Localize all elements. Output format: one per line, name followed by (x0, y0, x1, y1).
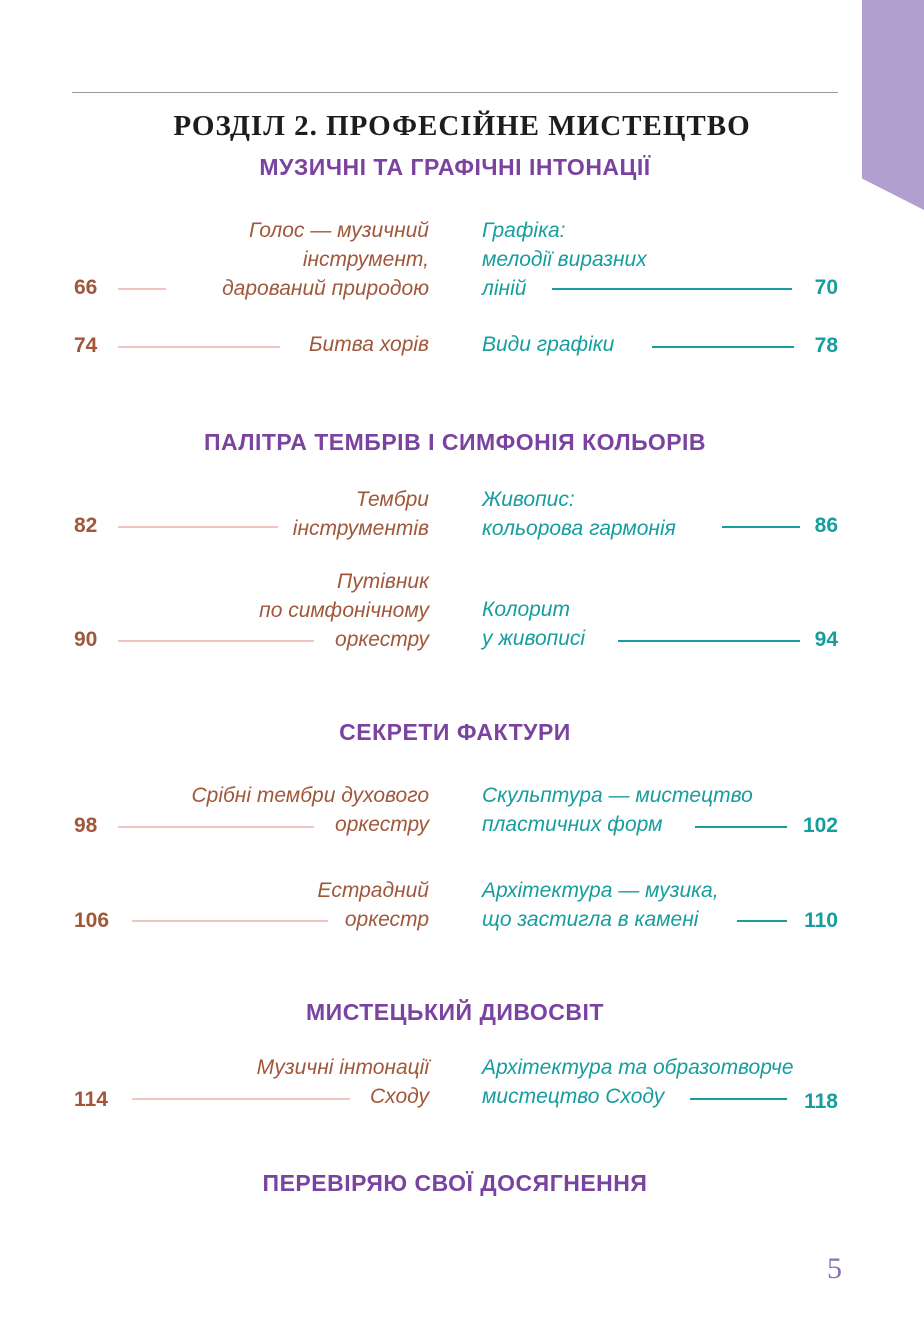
art-leader-line (737, 920, 787, 922)
art-topic-title[interactable]: Живопис: кольорова гармонія (482, 488, 676, 540)
music-page-number[interactable]: 90 (74, 628, 98, 651)
art-page-number[interactable]: 102 (802, 814, 838, 837)
page-number: 5 (827, 1252, 842, 1285)
art-topic-title[interactable]: Скульптура — мистецтво пластичних форм (482, 784, 753, 836)
art-page-number[interactable]: 78 (814, 334, 838, 357)
music-topic-title[interactable]: Музичні інтонації Сходу (256, 1056, 429, 1108)
music-page-number[interactable]: 66 (74, 276, 98, 299)
music-leader-line (132, 1098, 350, 1100)
art-leader-line (652, 346, 794, 348)
music-topic-title[interactable]: Путівник по симфонічному оркестру (259, 570, 429, 651)
corner-tab (862, 0, 924, 210)
art-leader-line (722, 526, 800, 528)
art-page-number[interactable]: 110 (804, 909, 838, 932)
art-topic-title[interactable]: Архітектура та образотворче мистецтво Сходу (482, 1056, 794, 1108)
art-leader-line (552, 288, 792, 290)
art-page-number[interactable]: 86 (814, 514, 838, 537)
art-leader-line (695, 826, 787, 828)
art-topic-title[interactable]: Види графіки (482, 333, 615, 356)
art-page-number[interactable]: 118 (804, 1090, 838, 1113)
section-title: МИСТЕЦЬКИЙ ДИВОСВІТ (306, 999, 604, 1025)
art-topic-title[interactable]: Архітектура — музика, що застигла в камені (482, 879, 719, 931)
music-topic-title[interactable]: Срібні тембри духового оркестру (191, 784, 429, 836)
section-title: ПАЛІТРА ТЕМБРІВ І СИМФОНІЯ КОЛЬОРІВ (203, 429, 707, 455)
art-page-number[interactable]: 70 (814, 276, 838, 299)
music-leader-line (118, 288, 166, 290)
section-title[interactable]: ПЕРЕВІРЯЮ СВОЇ ДОСЯГНЕННЯ (262, 1170, 648, 1196)
music-page-number[interactable]: 82 (74, 514, 98, 537)
art-topic-title[interactable]: Колорит у живописі (482, 598, 586, 650)
art-page-number[interactable]: 94 (814, 628, 838, 651)
art-leader-line (618, 640, 800, 642)
music-leader-line (132, 920, 328, 922)
chapter-title: РОЗДІЛ 2. ПРОФЕСІЙНЕ МИСТЕЦТВО (173, 110, 751, 142)
music-topic-title[interactable]: Битва хорів (308, 333, 429, 356)
music-leader-line (118, 640, 314, 642)
music-topic-title[interactable]: Естрадний оркестр (317, 879, 429, 931)
music-leader-line (118, 826, 314, 828)
music-topic-title[interactable]: Тембри інструментів (292, 488, 429, 540)
art-leader-line (690, 1098, 787, 1100)
music-page-number[interactable]: 74 (74, 334, 98, 357)
top-rule (72, 92, 838, 93)
music-leader-line (118, 526, 278, 528)
music-page-number[interactable]: 98 (74, 814, 98, 837)
music-page-number[interactable]: 114 (74, 1088, 108, 1111)
art-topic-title[interactable]: Графіка: мелодії виразних ліній (482, 219, 647, 300)
section-title: СЕКРЕТИ ФАКТУРИ (339, 719, 571, 745)
music-leader-line (118, 346, 280, 348)
music-topic-title[interactable]: Голос — музичний інструмент, дарований природою (222, 219, 429, 300)
section-title: МУЗИЧНІ ТА ГРАФІЧНІ ІНТОНАЦІЇ (259, 154, 651, 180)
music-page-number[interactable]: 106 (74, 909, 110, 932)
